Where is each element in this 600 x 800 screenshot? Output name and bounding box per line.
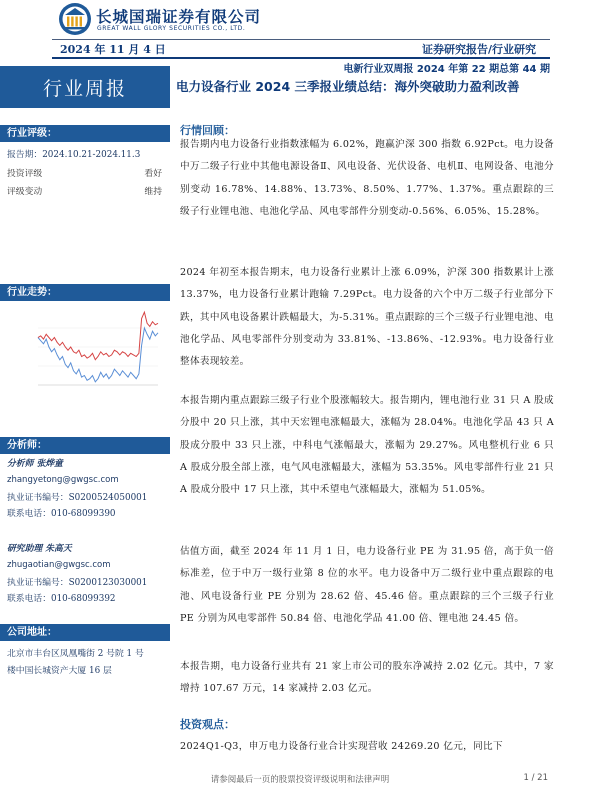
analyst-section-header: 分析师：	[0, 437, 170, 454]
trend-section-header: 行业走势：	[0, 284, 170, 301]
address-line-1: 北京市丰台区凤凰嘴街 2 号院 1 号	[7, 649, 144, 659]
report-date: 2024 年 11 月 4 日	[60, 43, 166, 56]
analyst-name: 分析师 张烨童	[7, 459, 63, 469]
address-section-header: 公司地址：	[0, 624, 170, 641]
valuation-paragraph: 估值方面，截至 2024 年 11 月 1 日，电力设备行业 PE 为 31.95 倍，高于负一倍标准差，位于中万一级行业第 8 位的水平。电力设备中万二级行业中重点跟踪的电池、风电设备行业 PE 分别为 28.62 倍、45.46 倍。重点跟踪的三个三级子行业 PE 分别为风电零部件 50.84 倍、电池化学品 41.00 倍、锂电池 24.45 倍。	[180, 546, 554, 624]
investment-view-paragraph: 2024Q1-Q3，申万电力设备行业合计实现营收 24269.20 亿元，同比下	[180, 741, 503, 752]
company-name-cn: 长城国瑞证券有限公司	[96, 8, 262, 26]
analyst-license: 执业证书编号：S0200524050001	[7, 493, 148, 503]
market-review-paragraph-3: 本报告期内重点跟踪三级子行业个股涨幅较大。报告期内，锂电池行业 31 只 A 股成分股中 20 只上涨，其中天宏锂电涨幅最大，涨幅为 28.04%。电池化学品 43 只 A 股成分股中 33 只上涨，中科电气涨幅最大，涨幅为 29.27%。风电整机行业 6 只 A 股成分股全部上涨，电气风电涨幅最大，涨幅为 53.35%。风电零部件行业 21 只 A 股成分股中 17 只上涨，其中禾望电气涨幅最大，涨幅为 51.05%。	[180, 395, 554, 496]
page-number: 1 / 21	[523, 773, 548, 783]
investment-view-heading: 投资观点：	[180, 718, 235, 731]
rating-change-row	[7, 184, 162, 197]
assistant-name: 研究助理 朱高天	[7, 544, 72, 554]
header-divider	[52, 39, 550, 40]
report-category: 证券研究报告/行业研究	[421, 43, 536, 56]
rating-value: 看好	[144, 169, 162, 179]
assistant-email[interactable]: zhugaotian@gwgsc.com	[7, 560, 111, 570]
market-review-paragraph-1: 报告期内电力设备行业指数涨幅为 6.02%，跑赢沪深 300 指数 6.92Pct。电力设备中万二级子行业中其他电源设备Ⅱ、风电设备、光伏设备、电机Ⅱ、电网设备、电池分别变动 16.78%、14.88%、13.73%、8.50%、1.77%、1.37%。重点跟踪的三级子行业锂电池、电池化学品、风电零部件分别变动-0.56%、6.05%、15.28%。	[180, 139, 554, 217]
disclaimer-footer: 请参阅最后一页的股票投资评级说明和法律声明	[210, 775, 390, 785]
report-type-badge: 行业周报	[0, 66, 170, 108]
page-title: 电力设备行业 2024 三季报业绩总结：海外突破助力盈利改善	[176, 79, 520, 94]
report-period: 报告期：2024.10.21-2024.11.3	[7, 150, 141, 160]
report-series: 电新行业双周报 2024 年第 22 期总第 44 期	[343, 64, 550, 75]
industry-trend-chart	[34, 303, 162, 393]
company-name-en: GREAT WALL GLORY SECURITIES CO., LTD.	[97, 25, 246, 32]
company-logo-icon	[58, 2, 92, 36]
market-review-heading: 行情回顾：	[180, 124, 235, 137]
shareholding-paragraph: 本报告期，电力设备行业共有 21 家上市公司的股东净减持 2.02 亿元。其中，7 家增持 107.67 万元，14 家减持 2.03 亿元。	[180, 661, 554, 695]
analyst-email[interactable]: zhangyetong@gwgsc.com	[7, 475, 119, 485]
header-divider-bold	[52, 57, 550, 59]
market-review-paragraph-2: 2024 年初至本报告期末，电力设备行业累计上涨 6.09%，沪深 300 指数累计上涨 13.37%，电力设备行业累计跑输 7.29Pct。电力设备的六个中万二级子行业部分下跌，其中风电设备累计跌幅最大，为-5.31%。重点跟踪的三个三级子行业锂电池、电池化学品、风电零部件分别变动为 33.81%、-13.86%、-12.93%。电力设备行业整体表现较差。	[180, 267, 554, 368]
assistant-license: 执业证书编号：S0200123030001	[7, 578, 148, 588]
analyst-phone: 联系电话：010-68099390	[7, 509, 116, 519]
rating-section-header: 行业评级：	[0, 125, 170, 142]
rating-label: 投资评级	[7, 169, 43, 179]
rating-change-label: 评级变动	[7, 187, 43, 197]
rating-row	[7, 166, 162, 179]
address-line-2: 楼中国长城资产大厦 16 层	[7, 666, 112, 676]
rating-change-value: 维持	[144, 187, 162, 197]
assistant-phone: 联系电话：010-68099392	[7, 594, 116, 604]
